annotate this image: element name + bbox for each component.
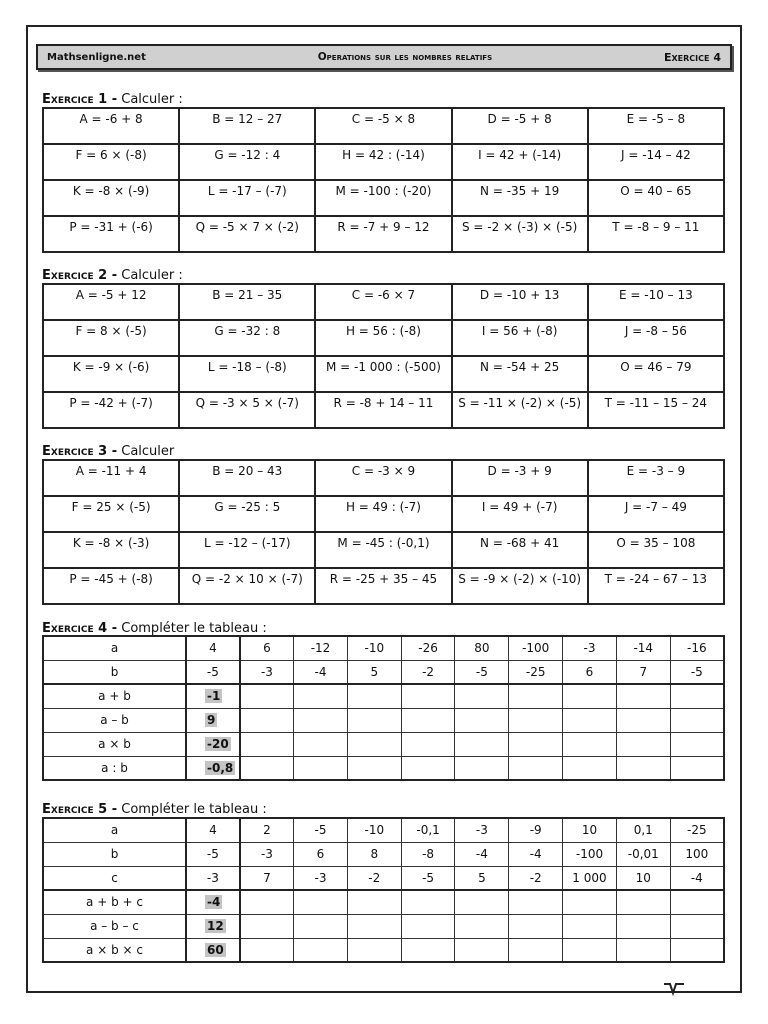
blank-answer-cell[interactable] <box>616 938 670 962</box>
blank-answer-cell[interactable] <box>670 914 724 938</box>
value-cell: -4 <box>670 866 724 890</box>
exercise-3-instruction: Calculer <box>117 444 175 459</box>
calc-cell: S = -2 × (-3) × (-5) <box>452 216 588 252</box>
operation-label: a + b + c <box>43 890 186 914</box>
calc-cell: L = -17 – (-7) <box>179 180 315 216</box>
blank-answer-cell[interactable] <box>616 684 670 708</box>
value-cell: -2 <box>401 660 455 684</box>
value-cell: -3 <box>563 636 617 660</box>
calc-cell: T = -24 – 67 – 13 <box>588 568 724 604</box>
exercise-5-label: Exercice 5 - <box>42 802 118 817</box>
value-cell: -9 <box>509 818 563 842</box>
worksheet-number: Exercice 4 <box>664 50 721 64</box>
blank-answer-cell[interactable] <box>563 914 617 938</box>
exercise-3-title <box>42 444 174 459</box>
value-cell: -100 <box>563 842 617 866</box>
value-cell: -2 <box>509 866 563 890</box>
blank-answer-cell[interactable] <box>294 914 348 938</box>
operation-row <box>43 938 724 962</box>
calc-cell: A = -6 + 8 <box>43 108 179 144</box>
value-cell: 0,1 <box>616 818 670 842</box>
operation-row <box>43 756 724 780</box>
worksheet-title: Operations sur les nombres relatifs <box>317 51 493 63</box>
calc-cell: O = 46 – 79 <box>588 356 724 392</box>
exercise-4-instruction: Compléter le tableau : <box>117 621 267 636</box>
value-cell: -100 <box>509 636 563 660</box>
blank-answer-cell[interactable] <box>670 756 724 780</box>
blank-answer-cell[interactable] <box>455 684 509 708</box>
exercise-5-instruction: Compléter le tableau : <box>117 802 267 817</box>
value-cell: -5 <box>455 660 509 684</box>
operation-row <box>43 708 724 732</box>
calc-cell: T = -8 – 9 – 11 <box>588 216 724 252</box>
example-answer: -0,8 <box>207 760 234 775</box>
value-cell: -25 <box>670 818 724 842</box>
blank-answer-cell[interactable] <box>455 938 509 962</box>
calc-row <box>43 320 724 356</box>
exercise-4-title <box>42 621 267 636</box>
blank-answer-cell[interactable] <box>347 732 401 756</box>
answer-cell <box>186 938 240 962</box>
blank-answer-cell[interactable] <box>616 890 670 914</box>
value-cell: -5 <box>186 842 240 866</box>
calc-cell: O = 40 – 65 <box>588 180 724 216</box>
blank-answer-cell[interactable] <box>294 684 348 708</box>
calc-cell: T = -11 – 15 – 24 <box>588 392 724 428</box>
operation-label: a + b <box>43 684 186 708</box>
value-cell: 100 <box>670 842 724 866</box>
blank-answer-cell[interactable] <box>240 890 294 914</box>
blank-answer-cell[interactable] <box>240 914 294 938</box>
value-cell: -4 <box>294 660 348 684</box>
blank-answer-cell[interactable] <box>347 890 401 914</box>
calc-cell: P = -45 + (-8) <box>43 568 179 604</box>
value-cell: -12 <box>294 636 348 660</box>
answer-cell <box>186 890 240 914</box>
calc-cell: L = -12 – (-17) <box>179 532 315 568</box>
blank-answer-cell[interactable] <box>509 914 563 938</box>
calc-cell: O = 35 – 108 <box>588 532 724 568</box>
calc-row <box>43 284 724 320</box>
calc-cell: D = -3 + 9 <box>452 460 588 496</box>
calc-cell: F = 8 × (-5) <box>43 320 179 356</box>
calc-cell: A = -11 + 4 <box>43 460 179 496</box>
blank-answer-cell[interactable] <box>294 890 348 914</box>
operation-label: a × b <box>43 732 186 756</box>
value-row-b <box>43 660 724 684</box>
exercise-4-label: Exercice 4 - <box>42 621 118 636</box>
value-cell: -5 <box>294 818 348 842</box>
blank-answer-cell[interactable] <box>294 938 348 962</box>
blank-answer-cell[interactable] <box>294 732 348 756</box>
calc-cell: R = -25 + 35 – 45 <box>315 568 451 604</box>
calc-cell: D = -5 + 8 <box>452 108 588 144</box>
value-cell: -5 <box>670 660 724 684</box>
value-cell: 10 <box>616 866 670 890</box>
exercise-4-table <box>42 635 725 781</box>
blank-answer-cell[interactable] <box>509 732 563 756</box>
blank-answer-cell[interactable] <box>401 708 455 732</box>
blank-answer-cell[interactable] <box>616 756 670 780</box>
calc-cell: D = -10 + 13 <box>452 284 588 320</box>
exercise-2-label: Exercice 2 - <box>42 268 118 283</box>
calc-cell: G = -32 : 8 <box>179 320 315 356</box>
calc-cell: A = -5 + 12 <box>43 284 179 320</box>
blank-answer-cell[interactable] <box>616 914 670 938</box>
exercise-2-title <box>42 268 183 283</box>
blank-answer-cell[interactable] <box>401 756 455 780</box>
exercise-3-table <box>42 459 725 605</box>
blank-answer-cell[interactable] <box>401 938 455 962</box>
calc-cell: G = -25 : 5 <box>179 496 315 532</box>
answer-cell <box>186 732 240 756</box>
example-answer: 12 <box>207 919 224 933</box>
blank-answer-cell[interactable] <box>670 938 724 962</box>
blank-answer-cell[interactable] <box>347 708 401 732</box>
value-cell: -25 <box>509 660 563 684</box>
blank-answer-cell[interactable] <box>670 732 724 756</box>
value-cell: -5 <box>186 660 240 684</box>
value-cell: 5 <box>455 866 509 890</box>
calc-row <box>43 392 724 428</box>
answer-cell <box>186 756 240 780</box>
calc-cell: P = -31 + (-6) <box>43 216 179 252</box>
blank-answer-cell[interactable] <box>240 756 294 780</box>
row-label: b <box>43 660 186 684</box>
calc-cell: P = -42 + (-7) <box>43 392 179 428</box>
value-cell: -4 <box>509 842 563 866</box>
answer-cell <box>186 708 240 732</box>
calc-row <box>43 144 724 180</box>
example-answer: 9 <box>207 713 216 727</box>
value-cell: 6 <box>240 636 294 660</box>
calc-cell: C = -6 × 7 <box>315 284 451 320</box>
blank-answer-cell[interactable] <box>616 732 670 756</box>
calc-cell: J = -8 – 56 <box>588 320 724 356</box>
value-cell: -3 <box>186 866 240 890</box>
page-corner-mark <box>664 982 684 996</box>
calc-cell: S = -11 × (-2) × (-5) <box>452 392 588 428</box>
worksheet-header <box>36 44 732 70</box>
blank-answer-cell[interactable] <box>401 914 455 938</box>
example-answer: -4 <box>207 895 221 910</box>
exercise-5-table <box>42 817 725 963</box>
calc-cell: K = -9 × (-6) <box>43 356 179 392</box>
blank-answer-cell[interactable] <box>455 756 509 780</box>
value-cell: -0,1 <box>401 818 455 842</box>
calc-cell: C = -5 × 8 <box>315 108 451 144</box>
blank-answer-cell[interactable] <box>563 756 617 780</box>
blank-answer-cell[interactable] <box>509 708 563 732</box>
value-cell: 1 000 <box>563 866 617 890</box>
calc-cell: G = -12 : 4 <box>179 144 315 180</box>
blank-answer-cell[interactable] <box>563 890 617 914</box>
calc-cell: R = -8 + 14 – 11 <box>315 392 451 428</box>
calc-cell: I = 42 + (-14) <box>452 144 588 180</box>
blank-answer-cell[interactable] <box>347 938 401 962</box>
calc-row <box>43 532 724 568</box>
blank-answer-cell[interactable] <box>240 684 294 708</box>
value-cell: -26 <box>401 636 455 660</box>
blank-answer-cell[interactable] <box>401 732 455 756</box>
calc-cell: L = -18 – (-8) <box>179 356 315 392</box>
exercise-1-title <box>42 92 183 107</box>
blank-answer-cell[interactable] <box>455 914 509 938</box>
row-label: c <box>43 866 186 890</box>
calc-cell: B = 12 – 27 <box>179 108 315 144</box>
value-row-a <box>43 818 724 842</box>
blank-answer-cell[interactable] <box>509 756 563 780</box>
exercise-5-title <box>42 802 267 817</box>
value-cell: -0,01 <box>616 842 670 866</box>
operation-label: a : b <box>43 756 186 780</box>
value-cell: 7 <box>616 660 670 684</box>
calc-row <box>43 496 724 532</box>
value-cell: 7 <box>240 866 294 890</box>
calc-cell: Q = -5 × 7 × (-2) <box>179 216 315 252</box>
answer-cell <box>186 914 240 938</box>
calc-row <box>43 108 724 144</box>
calc-cell: M = -45 : (-0,1) <box>315 532 451 568</box>
calc-cell: Q = -3 × 5 × (-7) <box>179 392 315 428</box>
value-cell: 6 <box>563 660 617 684</box>
calc-cell: H = 42 : (-14) <box>315 144 451 180</box>
calc-cell: K = -8 × (-9) <box>43 180 179 216</box>
exercise-2-instruction: Calculer : <box>117 268 183 283</box>
value-cell: -10 <box>347 818 401 842</box>
exercise-1-instruction: Calculer : <box>117 92 183 107</box>
operation-row <box>43 890 724 914</box>
calc-cell: R = -7 + 9 – 12 <box>315 216 451 252</box>
blank-answer-cell[interactable] <box>240 938 294 962</box>
calc-cell: B = 20 – 43 <box>179 460 315 496</box>
blank-answer-cell[interactable] <box>347 914 401 938</box>
exercise-3-label: Exercice 3 - <box>42 444 118 459</box>
calc-cell: E = -3 – 9 <box>588 460 724 496</box>
value-cell: -3 <box>455 818 509 842</box>
calc-cell: I = 56 + (-8) <box>452 320 588 356</box>
blank-answer-cell[interactable] <box>616 708 670 732</box>
calc-cell: M = -1 000 : (-500) <box>315 356 451 392</box>
blank-answer-cell[interactable] <box>670 708 724 732</box>
calc-cell: Q = -2 × 10 × (-7) <box>179 568 315 604</box>
blank-answer-cell[interactable] <box>401 890 455 914</box>
value-cell: -3 <box>294 866 348 890</box>
value-cell: -3 <box>240 842 294 866</box>
blank-answer-cell[interactable] <box>563 938 617 962</box>
example-answer: 60 <box>207 942 224 957</box>
calc-row <box>43 180 724 216</box>
exercise-2-table <box>42 283 725 429</box>
answer-cell <box>186 684 240 708</box>
value-cell: -10 <box>347 636 401 660</box>
value-cell: -8 <box>401 842 455 866</box>
calc-row <box>43 356 724 392</box>
value-cell: 10 <box>563 818 617 842</box>
row-label: b <box>43 842 186 866</box>
row-label: a <box>43 636 186 660</box>
row-label: a <box>43 818 186 842</box>
value-cell: 4 <box>186 818 240 842</box>
value-cell: -3 <box>240 660 294 684</box>
site-name: Mathsenligne.net <box>47 51 146 63</box>
calc-cell: B = 21 – 35 <box>179 284 315 320</box>
calc-row <box>43 568 724 604</box>
blank-answer-cell[interactable] <box>670 684 724 708</box>
blank-answer-cell[interactable] <box>294 756 348 780</box>
example-answer: -20 <box>207 737 229 751</box>
calc-cell: C = -3 × 9 <box>315 460 451 496</box>
blank-answer-cell[interactable] <box>563 732 617 756</box>
blank-answer-cell[interactable] <box>670 890 724 914</box>
value-row-a <box>43 636 724 660</box>
blank-answer-cell[interactable] <box>294 708 348 732</box>
value-cell: 8 <box>347 842 401 866</box>
blank-answer-cell[interactable] <box>240 708 294 732</box>
operation-row <box>43 684 724 708</box>
calc-cell: E = -5 – 8 <box>588 108 724 144</box>
value-cell: 80 <box>455 636 509 660</box>
value-cell: -4 <box>455 842 509 866</box>
value-cell: -16 <box>670 636 724 660</box>
calc-cell: N = -35 + 19 <box>452 180 588 216</box>
calc-cell: J = -7 – 49 <box>588 496 724 532</box>
operation-row <box>43 732 724 756</box>
blank-answer-cell[interactable] <box>401 684 455 708</box>
value-cell: 2 <box>240 818 294 842</box>
blank-answer-cell[interactable] <box>509 684 563 708</box>
blank-answer-cell[interactable] <box>347 756 401 780</box>
blank-answer-cell[interactable] <box>455 708 509 732</box>
blank-answer-cell[interactable] <box>347 684 401 708</box>
calc-cell: M = -100 : (-20) <box>315 180 451 216</box>
blank-answer-cell[interactable] <box>509 938 563 962</box>
value-cell: -5 <box>401 866 455 890</box>
value-cell: 5 <box>347 660 401 684</box>
calc-cell: F = 25 × (-5) <box>43 496 179 532</box>
calc-cell: E = -10 – 13 <box>588 284 724 320</box>
operation-label: a – b <box>43 708 186 732</box>
example-answer: -1 <box>207 689 221 704</box>
calc-cell: N = -54 + 25 <box>452 356 588 392</box>
calc-row <box>43 460 724 496</box>
calc-cell: F = 6 × (-8) <box>43 144 179 180</box>
operation-row <box>43 914 724 938</box>
exercise-1-label: Exercice 1 - <box>42 92 118 107</box>
blank-answer-cell[interactable] <box>563 684 617 708</box>
value-cell: 6 <box>294 842 348 866</box>
blank-answer-cell[interactable] <box>509 890 563 914</box>
calc-cell: I = 49 + (-7) <box>452 496 588 532</box>
blank-answer-cell[interactable] <box>455 732 509 756</box>
value-row-c <box>43 866 724 890</box>
calc-cell: H = 56 : (-8) <box>315 320 451 356</box>
blank-answer-cell[interactable] <box>240 732 294 756</box>
blank-answer-cell[interactable] <box>563 708 617 732</box>
calc-cell: K = -8 × (-3) <box>43 532 179 568</box>
calc-cell: S = -9 × (-2) × (-10) <box>452 568 588 604</box>
calc-cell: J = -14 – 42 <box>588 144 724 180</box>
exercise-1-table <box>42 107 725 253</box>
calc-cell: N = -68 + 41 <box>452 532 588 568</box>
value-row-b <box>43 842 724 866</box>
blank-answer-cell[interactable] <box>455 890 509 914</box>
calc-row <box>43 216 724 252</box>
value-cell: 4 <box>186 636 240 660</box>
operation-label: a × b × c <box>43 938 186 962</box>
value-cell: -14 <box>616 636 670 660</box>
operation-label: a – b – c <box>43 914 186 938</box>
value-cell: -2 <box>347 866 401 890</box>
calc-cell: H = 49 : (-7) <box>315 496 451 532</box>
